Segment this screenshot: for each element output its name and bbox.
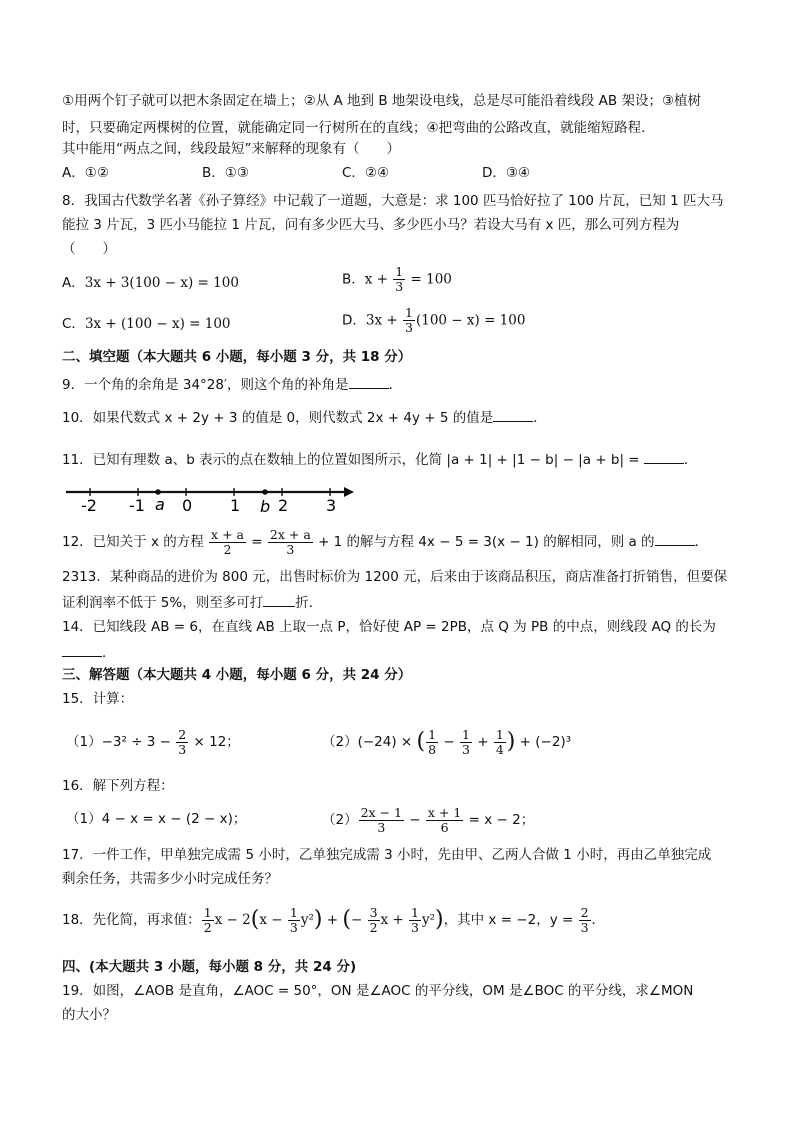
fraction: $\frac{2x + a}{3}$ — [269, 526, 311, 557]
number-line-figure — [62, 478, 362, 516]
q15-part1: （1）−3² ÷ 3 − $\frac{2}{3}$ × 12； — [66, 726, 240, 757]
answer-blank — [263, 592, 295, 607]
q17-line1: 17．一件工作，甲单独完成需 5 小时，乙单独完成需 3 小时，先由甲、乙两人合做 1 小时，再由乙单独完成 — [62, 847, 712, 863]
section-2-title: 二、填空题（本大题共 6 小题，每小题 3 分，共 18 分） — [62, 349, 412, 365]
fraction: $\frac{1}{3}$ — [461, 726, 470, 757]
q15-title: 15．计算： — [62, 691, 134, 707]
number-line-arrow — [344, 487, 354, 497]
answer-blank — [655, 531, 695, 546]
q7-option-c: C．②④ — [342, 165, 390, 181]
number-line-tick-label: -2 — [81, 496, 97, 515]
point-b-dot — [262, 489, 268, 495]
fraction: $\frac{1}{2}$ — [203, 904, 212, 935]
fraction: $\frac{1}{3}$ — [395, 264, 404, 294]
point-b-label: b — [260, 497, 271, 516]
q19-line2: 的大小？ — [62, 1007, 116, 1023]
answer-blank — [644, 449, 684, 464]
q9: 9．一个角的余角是 34°28′，则这个角的补角是 ． — [62, 374, 402, 394]
q7-option-a: A．①② — [62, 165, 109, 181]
answer-blank — [62, 642, 102, 657]
point-a-label: a — [155, 495, 165, 514]
q8-line3: （ ） — [62, 241, 116, 257]
q7-option-b: B．①③ — [202, 165, 249, 181]
point-a-dot — [155, 489, 161, 495]
q7-line2: 时，只要确定两棵树的位置，就能确定同一行树所在的直线；④把弯曲的公路改直，就能缩短路程． — [62, 120, 655, 136]
fraction: $\frac{2}{3}$ — [580, 904, 589, 935]
number-line-tick-label: -1 — [129, 496, 145, 515]
q13-line1: 2313．某种商品的进价为 800 元，出售时标价为 1200 元，后来由于该商品积压，商店准备打折销售，但要保 — [62, 569, 728, 585]
q8-option-a: A．3x + 3(100 − x) = 100 — [62, 275, 239, 291]
fraction: $\frac{x + 1}{6}$ — [427, 804, 462, 835]
q7-line1: ①用两个钉子就可以把木条固定在墙上；②从 A 地到 B 地架设电线，总是尽可能沿着线段 AB 架设；③植树 — [62, 93, 702, 109]
q8-line2: 能拉 3 片瓦，3 匹小马能拉 1 片瓦，问有多少匹大马、多少匹小马？若设大马有 x 匹，那么可列方程为 — [62, 217, 680, 233]
q18: 18．先化简，再求值： $\frac{1}{2}$ x − 2(x − $\frac{1}{3}$ y²) + (− $\frac{3}{2}$ x + $\frac{1}{3}$ y²)，其中 x = −2，y = $\frac{2}{3}$ ． — [62, 904, 606, 935]
fraction: $\frac{1}{3}$ — [411, 904, 419, 935]
number-line-tick-label: 2 — [278, 496, 289, 515]
q14-line1: 14．已知线段 AB = 6，在直线 AB 上取一点 P，恰好使 AP = 2PB，点 Q 为 PB 的中点，则线段 AQ 的长为 — [62, 619, 716, 635]
answer-blank — [349, 374, 389, 389]
q16-title: 16．解下列方程： — [62, 778, 174, 794]
fraction: $\frac{1}{3}$ — [405, 305, 413, 335]
number-line-tick-label: 3 — [326, 496, 337, 515]
q8-option-d: D．3x + $\frac{1}{3}$ (100 − x) = 100 — [342, 305, 526, 335]
fraction: $\frac{x + a}{2}$ — [211, 526, 244, 557]
fraction: $\frac{2x - 1}{3}$ — [360, 804, 402, 835]
q12: 12．已知关于 x 的方程 $\frac{x + a}{2}$ = $\frac{2x + a}{3}$ + 1 的解与方程 4x − 5 = 3(x − 1) 的解相同，则 a 的 ． — [62, 526, 709, 557]
q7-line3: 其中能用“两点之间，线段最短”来解释的现象有（ ） — [62, 141, 400, 157]
q14-line2: ． — [62, 642, 116, 662]
number-line-tick-label: 0 — [182, 496, 193, 515]
q15-part2: （2）(−24) × ( $\frac{1}{8}$ − $\frac{1}{3}$ + $\frac{1}{4}$ ) + (−2)³ — [322, 726, 572, 757]
fraction: $\frac{2}{3}$ — [178, 726, 187, 757]
number-line-tick-label: 1 — [230, 496, 241, 515]
q7-option-d: D．③④ — [482, 165, 531, 181]
fraction: $\frac{1}{8}$ — [428, 726, 437, 757]
q10: 10．如果代数式 x + 2y + 3 的值是 0，则代数式 2x + 4y + 5 的值是 ． — [62, 407, 547, 427]
q11: 11．已知有理数 a、b 表示的点在数轴上的位置如图所示，化简 |a + 1| + |1 − b| − |a + b| = ． — [62, 449, 697, 469]
fraction: $\frac{3}{2}$ — [369, 904, 378, 935]
section-4-title: 四、(本大题共 3 小题，每小题 8 分，共 24 分) — [62, 959, 357, 975]
q16-part1: （1）4 − x = x − (2 − x)； — [66, 811, 247, 827]
answer-blank — [493, 407, 533, 422]
q8-option-c: C．3x + (100 − x) = 100 — [62, 316, 231, 332]
q8-option-b: B．x + $\frac{1}{3}$ = 100 — [342, 264, 452, 294]
section-3-title: 三、解答题（本大题共 4 小题，每小题 6 分，共 24 分） — [62, 667, 412, 683]
q17-line2: 剩余任务，共需多少小时完成任务？ — [62, 871, 278, 887]
fraction: $\frac{1}{4}$ — [495, 726, 504, 757]
q19-line1: 19．如图，∠AOB 是直角，∠AOC = 50°，ON 是∠AOC 的平分线，OM 是∠BOC 的平分线，求∠MON — [62, 983, 694, 999]
q16-part2: （2） $\frac{2x - 1}{3}$ − $\frac{x + 1}{6}$ = x − 2； — [322, 804, 535, 835]
q8-line1: 8．我国古代数学名著《孙子算经》中记载了一道题，大意是：求 100 匹马恰好拉了 100 片瓦，已知 1 匹大马 — [62, 193, 724, 209]
fraction: $\frac{1}{3}$ — [289, 904, 298, 935]
q13-line2: 证利润率不低于 5%，则至多可打 折． — [62, 592, 322, 612]
